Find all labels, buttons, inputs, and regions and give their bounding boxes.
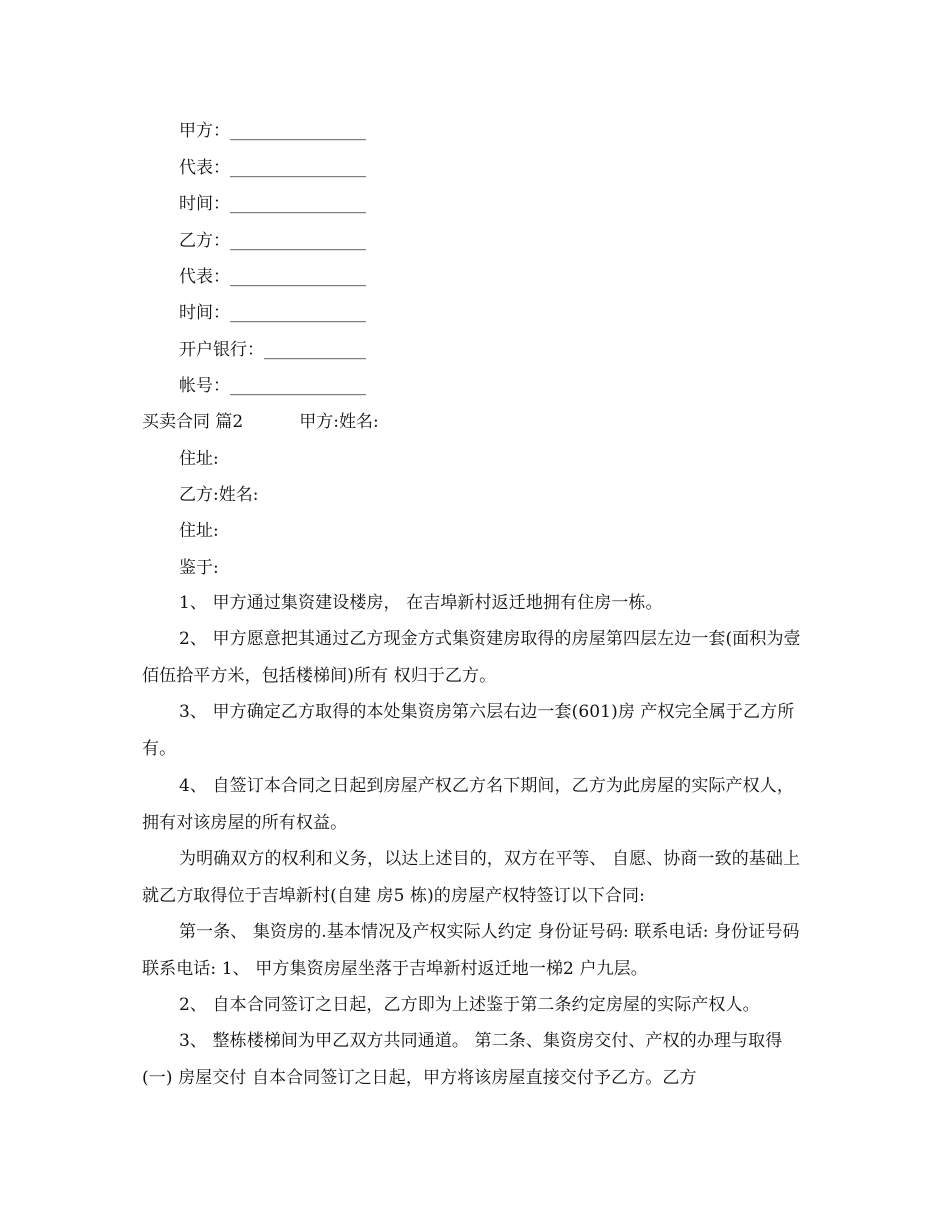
whereas-clause-3: 3、 甲方确定乙方取得的本处集资房第六层右边一套(601)房 产权完全属于乙方所有。 xyxy=(142,702,795,759)
party-b-address-label: 住址: xyxy=(179,521,219,541)
party-a-date-line: 时间：________________ xyxy=(179,194,366,214)
party-b-date-line: 时间：________________ xyxy=(179,303,366,323)
party-a-representative-line: 代表：________________ xyxy=(179,158,366,178)
bank-account-opening-line: 开户银行：____________ xyxy=(179,340,366,360)
party-a-address-label: 住址: xyxy=(179,449,219,469)
article-1-clause-2: 2、 自本合同签订之日起，乙方即为上述鉴于第二条约定房屋的实际产权人。 xyxy=(179,995,760,1015)
whereas-clause-4: 4、 自签订本合同之日起到房屋产权乙方名下期间，乙方为此房屋的实际产权人，拥有对该房屋的所有权益。 xyxy=(142,776,794,833)
section-heading-row xyxy=(142,411,812,433)
party-a-signature-line: 甲方：________________ xyxy=(179,121,366,141)
whereas-clause-1: 1、 甲方通过集资建设楼房， 在吉埠新村返迁地拥有住房一栋。 xyxy=(179,593,663,613)
whereas-clause-2: 2、 甲方愿意把其通过乙方现金方式集资建房取得的房屋第四层左边一套(面积为壹佰伍拾平方米，包括楼梯间)所有 权归于乙方。 xyxy=(142,629,801,686)
account-number-line: 帐号：________________ xyxy=(179,376,366,396)
section-title: 买卖合同 篇2 xyxy=(142,412,244,432)
article-1-clause-3: 3、 整栋楼梯间为甲乙双方共同通道。 第二条、集资房交付、产权的办理与取得 (一) 房屋交付 自本合同签订之日起，甲方将该房屋直接交付予乙方。乙方 xyxy=(142,1031,783,1088)
whereas-label: 鉴于: xyxy=(179,558,219,578)
party-a-name-label: 甲方:姓名: xyxy=(299,412,379,432)
party-b-name-label: 乙方:姓名: xyxy=(179,485,259,505)
party-b-representative-line: 代表：________________ xyxy=(179,267,366,287)
purpose-paragraph: 为明确双方的权利和义务，以达上述目的，双方在平等、 自愿、协商一致的基础上就乙方取得位于吉埠新村(自建 房5 栋)的房屋产权特签订以下合同: xyxy=(142,849,801,906)
article-1-paragraph: 第一条、 集资房的.基本情况及产权实际人约定 身份证号码: 联系电话: 身份证号码 联系电话: 1、 甲方集资房屋坐落于吉埠新村返迁地一梯2 户九层。 xyxy=(142,922,800,979)
party-b-signature-line: 乙方：________________ xyxy=(179,231,366,251)
